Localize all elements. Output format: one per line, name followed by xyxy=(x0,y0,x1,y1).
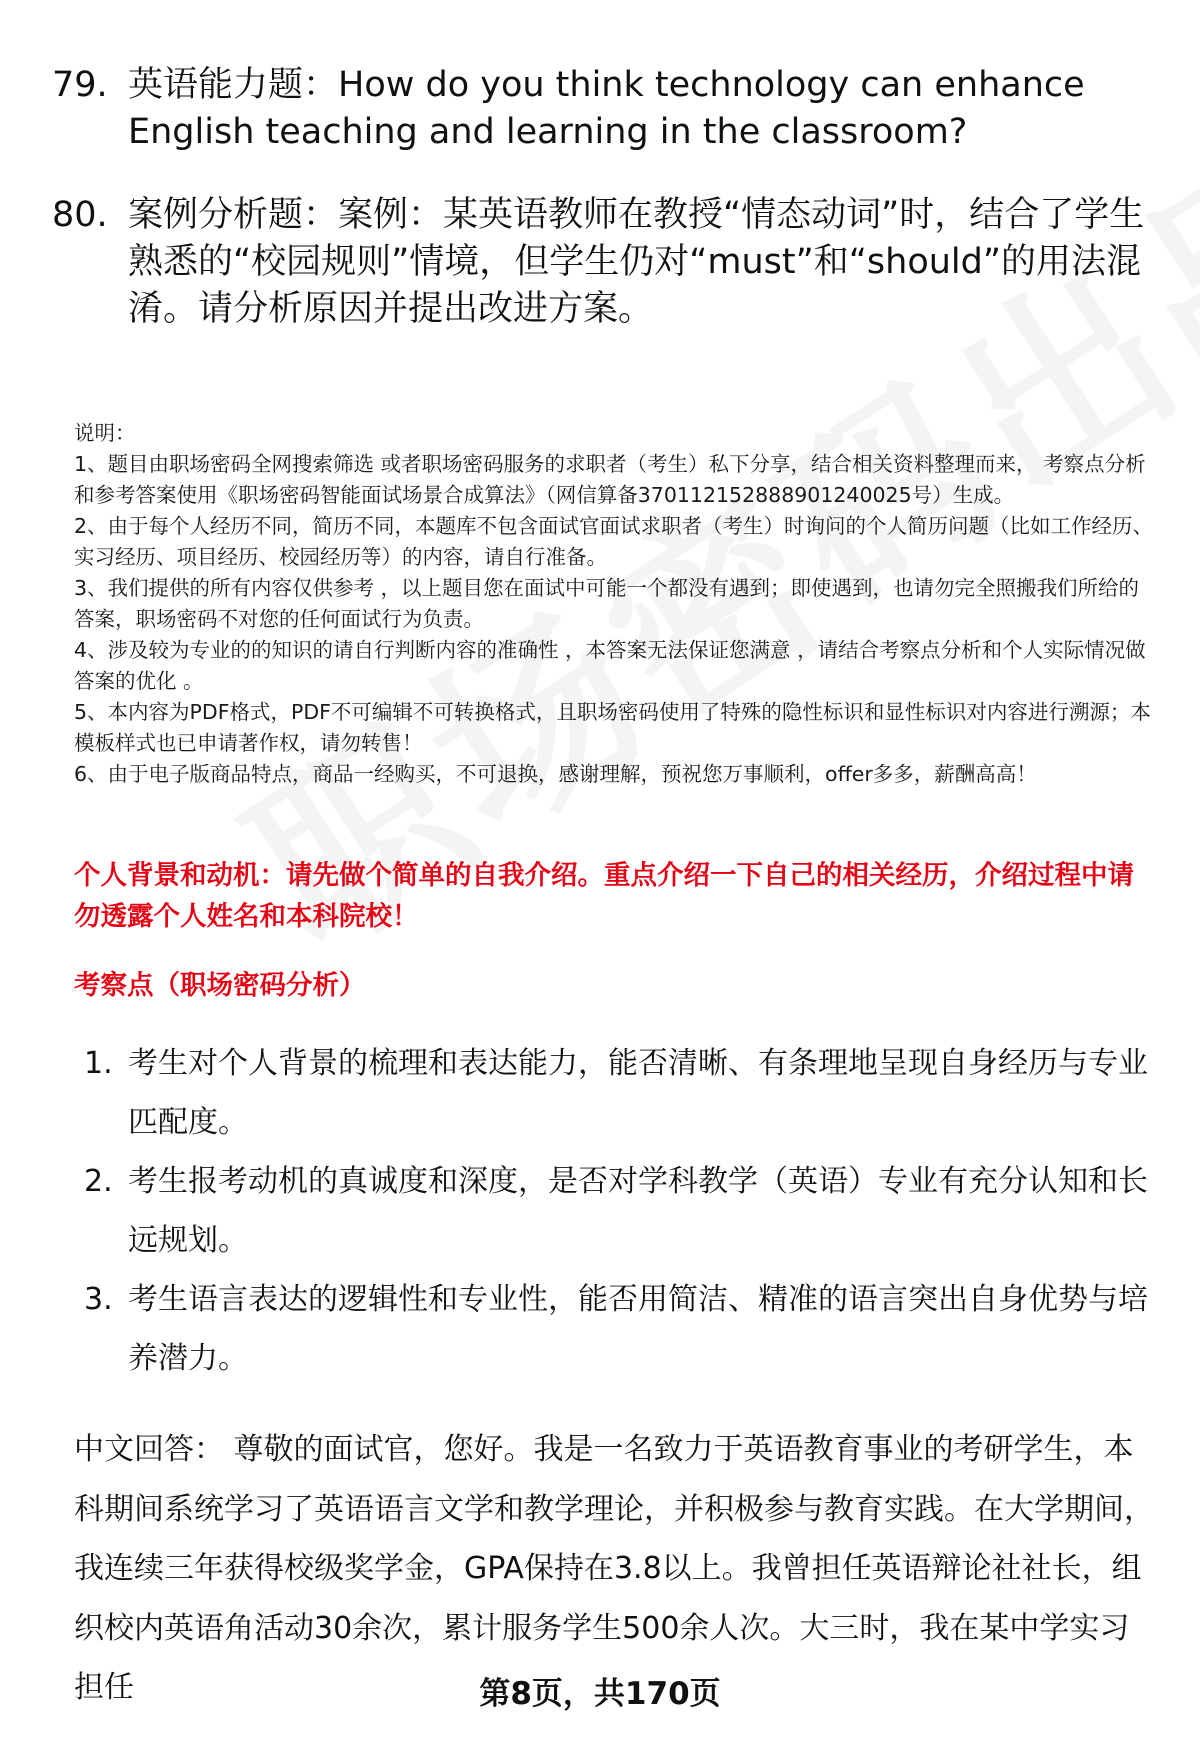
list-item xyxy=(84,1034,1154,1152)
analysis-title: 考察点（职场密码分析） xyxy=(74,970,366,1001)
note-item: 2、由于每个人经历不同，简历不同，本题库不包含面试官面试求职者（考生）时询问的个人简历问题（比如工作经历、实习经历、项目经历、校园经历等）的内容，请自行准备。 xyxy=(74,514,1154,569)
list-number: 3. xyxy=(84,1282,113,1317)
question-text: 英语能力题：How do you think technology can enhance English teaching and learning in the classroom? xyxy=(128,65,1085,152)
note-item: 6、由于电子版商品特点，商品一经购买，不可退换，感谢理解，预祝您万事顺利，offer多多，薪酬高高！ xyxy=(74,762,1037,786)
list-text: 考生对个人背景的梳理和表达能力，能否清晰、有条理地呈现自身经历与专业匹配度。 xyxy=(128,1046,1148,1140)
note-item: 4、涉及较为专业的的知识的请自行判断内容的准确性 ，本答案无法保证您满意 ，请结合考察点分析和个人实际情况做答案的优化 。 xyxy=(74,638,1146,693)
notes-section xyxy=(74,418,1154,790)
page-footer: 第8页，共170页 xyxy=(479,1676,721,1712)
list-item xyxy=(84,1152,1154,1270)
question-80 xyxy=(52,192,1162,333)
question-text: 案例分析题：案例：某英语教师在教授“情态动词”时，结合了学生熟悉的“校园规则”情境，但学生仍对“must”和“should”的用法混淆。请分析原因并提出改进方案。 xyxy=(128,195,1145,329)
question-number: 79. xyxy=(52,65,108,105)
list-text: 考生语言表达的逻辑性和专业性，能否用简洁、精准的语言突出自身优势与培养潜力。 xyxy=(128,1282,1148,1376)
question-number: 80. xyxy=(52,195,108,235)
interview-question-title: 个人背景和动机：请先做个简单的自我介绍。重点介绍一下自己的相关经历，介绍过程中请勿透露个人姓名和本科院校！ xyxy=(74,860,1134,932)
note-item: 5、本内容为PDF格式，PDF不可编辑不可转换格式，且职场密码使用了特殊的隐性标识和显性标识对内容进行溯源；本模板样式也已申请著作权，请勿转售！ xyxy=(74,700,1151,755)
list-text: 考生报考动机的真诚度和深度，是否对学科教学（英语）专业有充分认知和长远规划。 xyxy=(128,1164,1148,1258)
notes-heading: 说明： xyxy=(74,421,136,445)
note-item: 1、题目由职场密码全网搜索筛选 或者职场密码服务的求职者（考生）私下分享，结合相关资料整理而来， 考察点分析和参考答案使用《职场密码智能面试场景合成算法》（网信算备370112152888901240025号）生成。 xyxy=(74,452,1146,507)
note-item: 3、我们提供的所有内容仅供参考 ，以上题目您在面试中可能一个都没有遇到；即使遇到，也请勿完全照搬我们所给的答案，职场密码不对您的任何面试行为负责。 xyxy=(74,576,1140,631)
list-item xyxy=(84,1270,1154,1388)
analysis-points-list xyxy=(84,1034,1154,1388)
answer-paragraph: 中文回答： 尊敬的面试官，您好。我是一名致力于英语教育事业的考研学生，本科期间系统学习了英语语言文学和教学理论，并积极参与教育实践。在大学期间，我连续三年获得校级奖学金，GPA保持在3.8以上。我曾担任英语辩论社社长，组织校内英语角活动30余次，累计服务学生500余人次。大三时，我在某中学实习担任 xyxy=(74,1432,1154,1705)
list-number: 2. xyxy=(84,1164,113,1199)
list-number: 1. xyxy=(84,1046,113,1081)
question-79 xyxy=(52,62,1162,156)
